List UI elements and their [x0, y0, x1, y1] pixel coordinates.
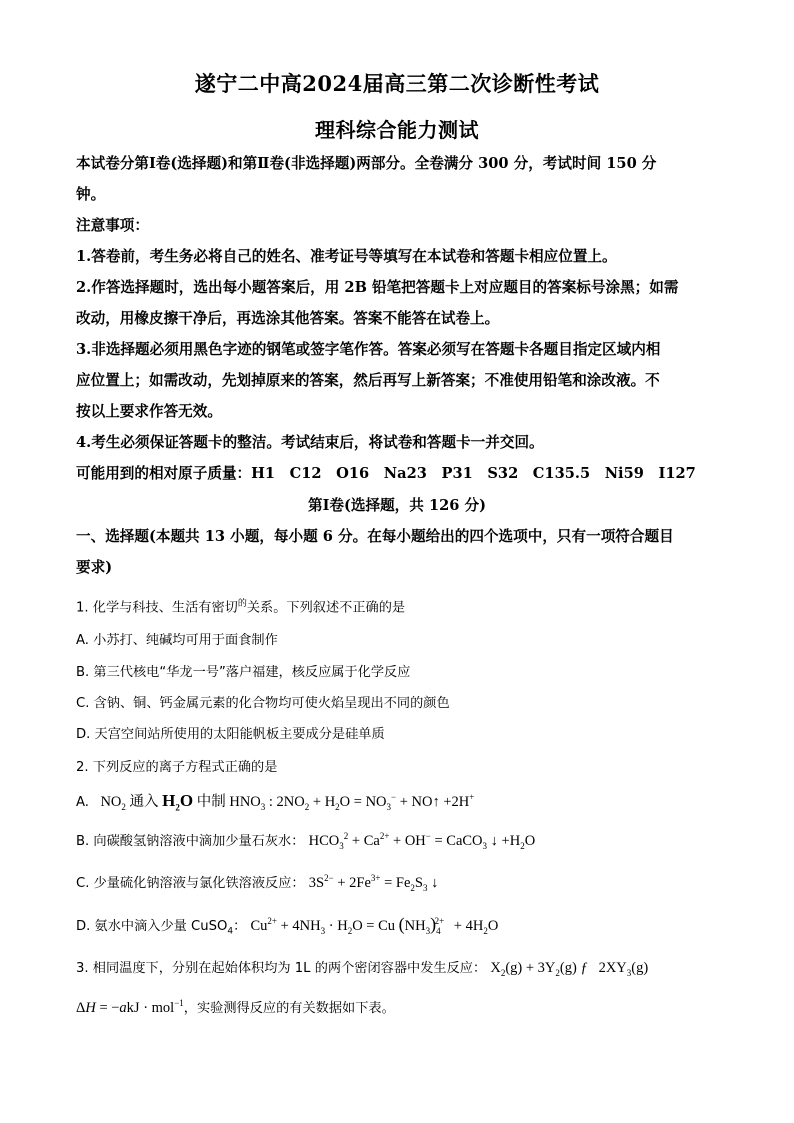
- notice-item-3-line-1: 3.非选择题必须用黑色字迹的钢笔或签字笔作答。答案必须写在答题卡各题目指定区域内相: [76, 341, 661, 358]
- notice-item-2-line-1: 2.作答选择题时，选出每小题答案后，用 2B 铅笔把答题卡上对应题目的答案标号涂黑；如需: [76, 279, 679, 296]
- section-heading: 第Ⅰ卷(选择题，共 126 分): [307, 497, 486, 514]
- notice-item-3-line-2: 应位置上；如需改动，先划掉原来的答案，然后再写上新答案；不准使用铅笔和涂改液。不: [76, 372, 660, 389]
- q2-option-a: [76, 790, 724, 812]
- intro-line-2: 钟。: [76, 186, 106, 203]
- q3-stem: [76, 957, 724, 978]
- notice-item-4: 4.考生必须保证答题卡的整洁。考试结束后，将试卷和答题卡一并交回。: [76, 434, 544, 451]
- q3-reaction-formula: $X_2(g) + 3Y_2(g)$ ƒ $2XY_3(g)$: [490, 960, 649, 978]
- atomic-mass-line: 可能用到的相对原子质量：H1 C12 O16 Na23 P31 S32 C135.5 Ni59 I127: [76, 465, 696, 482]
- exam-title: 遂宁二中高2024届高三第二次诊断性考试: [194, 71, 600, 96]
- q1-stem-sup: 的: [237, 599, 247, 609]
- q1-option-b: B. 第三代核电“华龙一号”落户福建，核反应属于化学反应: [76, 665, 411, 680]
- notice-item-2-line-2: 改动，用橡皮擦干净后，再选涂其他答案。答案不能答在试卷上。: [76, 310, 500, 327]
- notice-item-1: 1.答卷前，考生务必将自己的姓名、准考证号等填写在本试卷和答题卡相应位置上。: [76, 248, 617, 265]
- q1-stem-text: 1. 化学与科技、生活有密切: [76, 600, 238, 616]
- q2-option-d: D. 氨水中滴入少量 CuSO$_4$： $Cu^{2+} + 4NH_3 \cdot H_2O = Cu$ $(NH_3)_4^{2+} + 4H_2O$: [76, 914, 499, 937]
- exam-subtitle: 理科综合能力测试: [315, 118, 479, 142]
- q2-stem: 2. 下列反应的离子方程式正确的是: [76, 760, 278, 775]
- q2-option-c-label: C. 少量硫化钠溶液与氯化铁溶液反应：: [76, 876, 305, 891]
- q2-option-a-formula: $NO_2$ 通入 $H_2O$ 中制 $HNO_3$ : $2NO_2 + H_2O = NO_3^-$ + NO↑ +2H+: [93, 791, 475, 813]
- q1-option-d: D. 天宫空间站所使用的太阳能帆板主要成分是硅单质: [76, 727, 385, 742]
- q2-option-d-label: D. 氨水中滴入少量 CuSO: [76, 919, 228, 934]
- notice-heading: 注意事项：: [76, 217, 149, 234]
- q2-option-c: [76, 872, 724, 893]
- q3-stem-tail: ，实验测得反应的有关数据如下表。: [183, 1001, 395, 1016]
- q2-option-b-label: B. 向碳酸氢钠溶液中滴加少量石灰水：: [76, 834, 305, 849]
- q2-option-b-formula: $HCO_3^2 + Ca^{2+} + OH^-$ = CaCO$_3$ ↓ $+H_2O$: [308, 831, 536, 851]
- section-desc-line-1: 一、选择题(本题共 13 小题，每小题 6 分。在每小题给出的四个选项中，只有一项符合题目: [76, 528, 674, 545]
- q2-option-c-formula: $3S^{2-} + 2Fe^{3+} = Fe_2S_3$ ↓: [308, 873, 439, 893]
- q3-enthalpy-formula: ΔH = −akJ · mol$^{-1}$: [76, 998, 184, 1016]
- notice-item-3-line-3: 按以上要求作答无效。: [76, 403, 222, 420]
- q2-option-d-formula: $Cu^{2+} + 4NH_3 \cdot H_2O = Cu$ $(NH_3)_4^{2+} + 4H_2O$: [250, 914, 499, 936]
- q2-option-a-label: A.: [76, 795, 89, 810]
- q1-option-c: C. 含钠、铜、钙金属元素的化合物均可使火焰呈现出不同的颜色: [76, 696, 450, 711]
- q2-option-b: [76, 830, 724, 851]
- q3-stem-text: 3. 相同温度下，分别在起始体积均为 1L 的两个密闭容器中发生反应：: [76, 961, 487, 976]
- q1-stem: [76, 596, 724, 615]
- q1-option-a: A. 小苏打、纯碱均可用于面食制作: [76, 633, 278, 648]
- q3-stem-line-2: [76, 997, 724, 1017]
- intro-line-1: 本试卷分第Ⅰ卷(选择题)和第Ⅱ卷(非选择题)两部分。全卷满分 300 分，考试时间 150 分: [76, 155, 657, 172]
- q1-stem-tail: 关系。下列叙述不正确的是: [246, 600, 406, 616]
- q2-option-d-tail: ：: [233, 919, 247, 934]
- section-desc-line-2: 要求): [76, 559, 113, 576]
